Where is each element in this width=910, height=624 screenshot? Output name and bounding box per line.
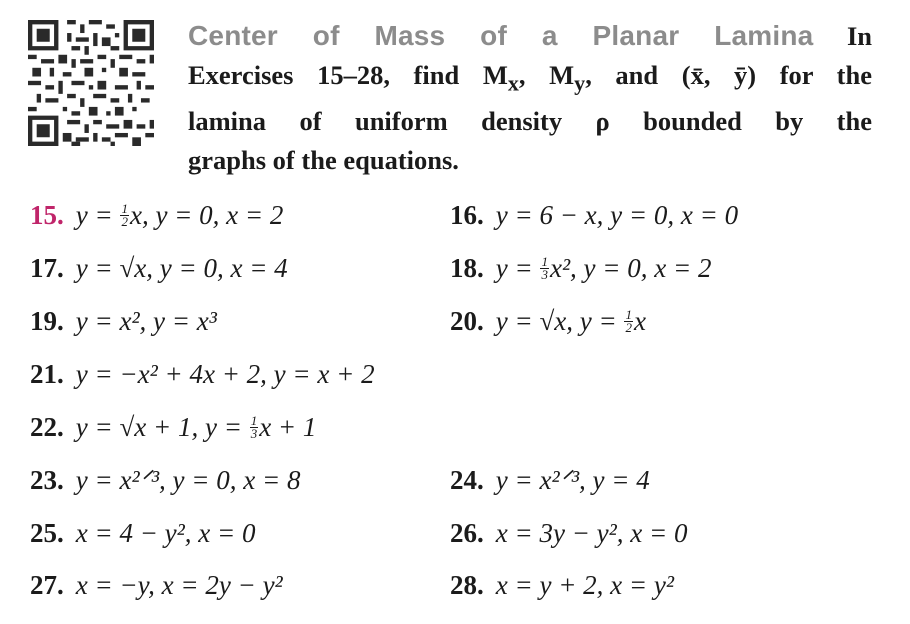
exercise-24 [450,463,650,497]
instructions-line-1 [188,16,872,56]
exercise-28 [450,568,674,602]
exercise-22 [30,410,316,444]
exercise-18 [450,251,711,285]
exercise-19 [30,304,217,338]
exercise-equation: y = x²ᐟ³, y = 0, x = 8 [75,465,301,495]
fraction: $\frac{1}{2}$ [625,307,632,336]
exercise-25 [30,516,255,550]
exercise-equation: x = −y, x = 2y − y² [75,570,283,600]
instructions-line-3: lamina of uniform density ρ bounded by the [188,106,872,137]
exercise-equation: y = √x, y = 0, x = 4 [75,253,288,283]
instructions-lead-word: In [846,21,873,51]
exercise-number: 23. [30,465,64,495]
exercise-equation: y = $\frac{1}{2}$ x, y = 0, x = 2 [75,200,284,230]
exercise-16 [450,198,738,232]
exercise-23 [30,463,300,497]
exercise-number: 24. [450,465,484,495]
exercise-number: 22. [30,412,64,442]
exercise-number: 21. [30,359,64,389]
exercise-equation: y = $\frac{1}{3}$ x², y = 0, x = 2 [495,253,712,283]
exercise-number: 26. [450,518,484,548]
exercise-number: 28. [450,570,484,600]
exercise-number: 19. [30,306,64,336]
exercise-number: 17. [30,253,64,283]
exercise-equation: y = √x, y = $\frac{1}{2}$ x [495,306,646,336]
fraction: $\frac{1}{2}$ [121,201,128,230]
exercise-number: 20. [450,306,484,336]
exercise-number: 18. [450,253,484,283]
exercise-equation: y = x², y = x³ [75,306,217,336]
exercise-equation: y = √x + 1, y = $\frac{1}{3}$ x + 1 [75,412,317,442]
exercise-21 [30,357,375,391]
exercise-equation: x = 4 − y², x = 0 [75,518,256,548]
fraction: $\frac{1}{3}$ [250,413,258,442]
exercise-27 [30,568,283,602]
exercise-equation: x = 3y − y², x = 0 [495,518,688,548]
fraction: $\frac{1}{3}$ [541,254,548,283]
exercise-equation: y = x²ᐟ³, y = 4 [495,465,650,495]
exercise-instructions [188,16,872,180]
instructions-line-4: graphs of the equations. [188,145,459,176]
exercise-20 [450,304,646,338]
exercise-17 [30,251,288,285]
section-title: Center of Mass of a Planar Lamina [188,20,814,51]
exercise-number: 15. [30,200,64,230]
exercise-equation: x = y + 2, x = y² [495,570,674,600]
exercise-number: 16. [450,200,484,230]
exercise-number: 25. [30,518,64,548]
qr-code-icon [28,20,154,146]
exercise-15 [30,198,283,232]
exercise-number: 27. [30,570,64,600]
instructions-line-2: Exercises 15–28, find $M_x$, $M_y$, and (x̄, ȳ) for the [188,60,872,96]
exercise-26 [450,516,687,550]
exercise-equation: y = 6 − x, y = 0, x = 0 [495,200,739,230]
exercise-equation: y = −x² + 4x + 2, y = x + 2 [75,359,375,389]
